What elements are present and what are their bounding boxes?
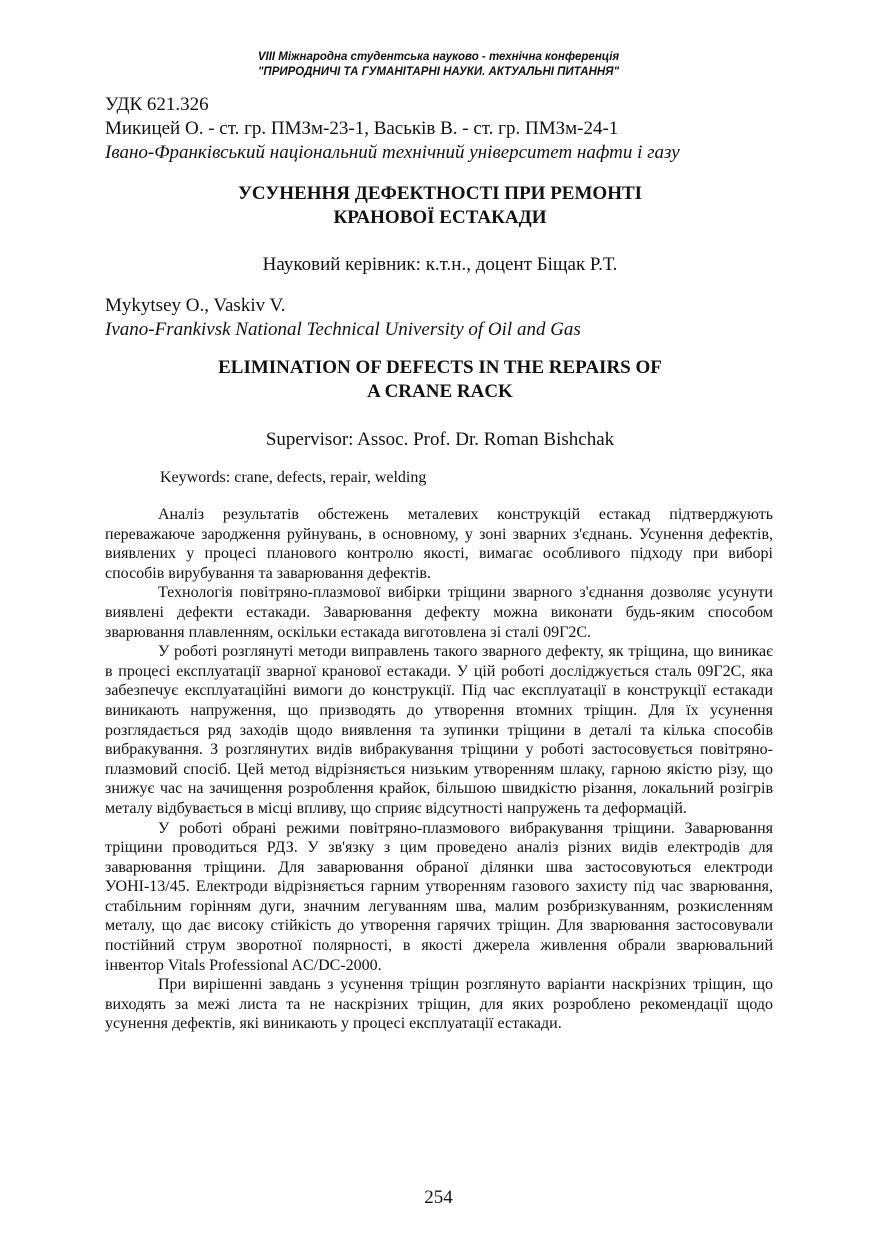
ua-title (105, 182, 775, 230)
ua-header-block (105, 93, 775, 165)
ua-title-line-2: КРАНОВОЇ ЕСТАКАДИ (333, 207, 547, 228)
conference-header (0, 50, 877, 80)
ua-title-line-1: УСУНЕННЯ ДЕФЕКТНОСТІ ПРИ РЕМОНТІ (237, 183, 643, 204)
page-number: 254 (424, 1187, 453, 1208)
en-authors: Mykytsey O., Vaskiv V. (105, 295, 286, 316)
paragraph-4: У роботі обрані режими повітряно-плазмового вибракування тріщини. Заварювання тріщини проводиться РДЗ. У зв'язку з цим проведено аналіз різних видів електродів для заварювання тріщини. Для заварювання обраної ділянки шва застосовуються електроди УОНІ-13/45. Електроди відрізняється гарним утворенням газового захисту під час зварювання, стабільним горінням дуги, значним легуванням шва, малим розбризкуванням, розкисленням металу, що дає високу стійкість до утворення гарячих тріщин. Для зварювання застосовували постійний струм зворотної полярності, в якості джерела живлення обрали зварювальний інвентор Vitals Professional AC/DC-2000. (105, 819, 773, 974)
ua-authors: Микицей О. - ст. гр. ПМЗм-23-1, Васьків В. - ст. гр. ПМЗм-24-1 (105, 118, 619, 139)
ua-affiliation: Івано-Франківський національний технічний університет нафти і газу (105, 142, 680, 163)
udk-code: УДК 621.326 (105, 94, 209, 115)
body-text (105, 505, 773, 1034)
paragraph-3: У роботі розглянуті методи виправлень такого зварного дефекту, як тріщина, що виникає в процесі експлуатації зварної кранової естакади. У цій роботі досліджується сталь 09Г2С, яка забезпечує експлуатаційні вимоги до конструкції. Під час експлуатації в конструкції естакади виникають напруження, що призводять до утворення втомних тріщин. Для їх усунення розглядається ряд заходів щодо виявлення та зупинки тріщини в деталі та кілька способів вибракування. З розглянутих видів вибракування тріщини у роботі застосовується повітряно-плазмовий спосіб. Цей метод відрізняється низьким утворенням шлаку, гарною якістю різу, що знижує час на зачищення розроблення крайок, більшою швидкістю різання, локальний розігрів металу відбувається в місці впливу, що сприяє відсутності напружень та деформацій. (105, 643, 773, 817)
en-title (105, 356, 775, 404)
en-supervisor: Supervisor: Assoc. Prof. Dr. Roman Bishchak (265, 429, 615, 450)
paragraph-5: При вирішенні завдань з усунення тріщин розглянуто варіанти наскрізних тріщин, що виходять за межі листа та не наскрізних тріщин, для яких розроблено рекомендації щодо усунення дефектів, які виникають у процесі експлуатації естакади. (105, 976, 773, 1033)
conference-theme: "ПРИРОДНИЧІ ТА ГУМАНІТАРНІ НАУКИ. АКТУАЛЬНІ ПИТАННЯ" (257, 66, 620, 78)
conference-name: VIII Міжнародна студентська науково - технічна конференція (257, 51, 620, 63)
en-affiliation: Ivano-Frankivsk National Technical University of Oil and Gas (105, 319, 581, 340)
paragraph-1: Аналіз результатів обстежень металевих конструкцій естакад підтверджують переважаюче зародження руйнувань, в основному, у зоні зварних з'єднань. Усунення дефектів, виявлених у процесі планового контролю якості, вимагає особливого підходу при виборі способів вирубування та заварювання дефектів. (105, 506, 773, 582)
en-title-line-1: ELIMINATION OF DEFECTS IN THE REPAIRS OF (218, 357, 662, 378)
ua-supervisor: Науковий керівник: к.т.н., доцент Біщак Р.Т. (262, 254, 618, 275)
en-title-line-2: A CRANE RACK (367, 381, 513, 402)
paragraph-2: Технологія повітряно-плазмової вибірки тріщини зварного з'єднання дозволяє усунути виявлені дефекти естакади. Заварювання дефекту можна виконати будь-яким способом зварювання плавленням, оскільки естакада виготовлена зі сталі 09Г2С. (105, 584, 773, 641)
keywords: Keywords: crane, defects, repair, welding (160, 469, 427, 486)
en-header-block (105, 294, 775, 342)
